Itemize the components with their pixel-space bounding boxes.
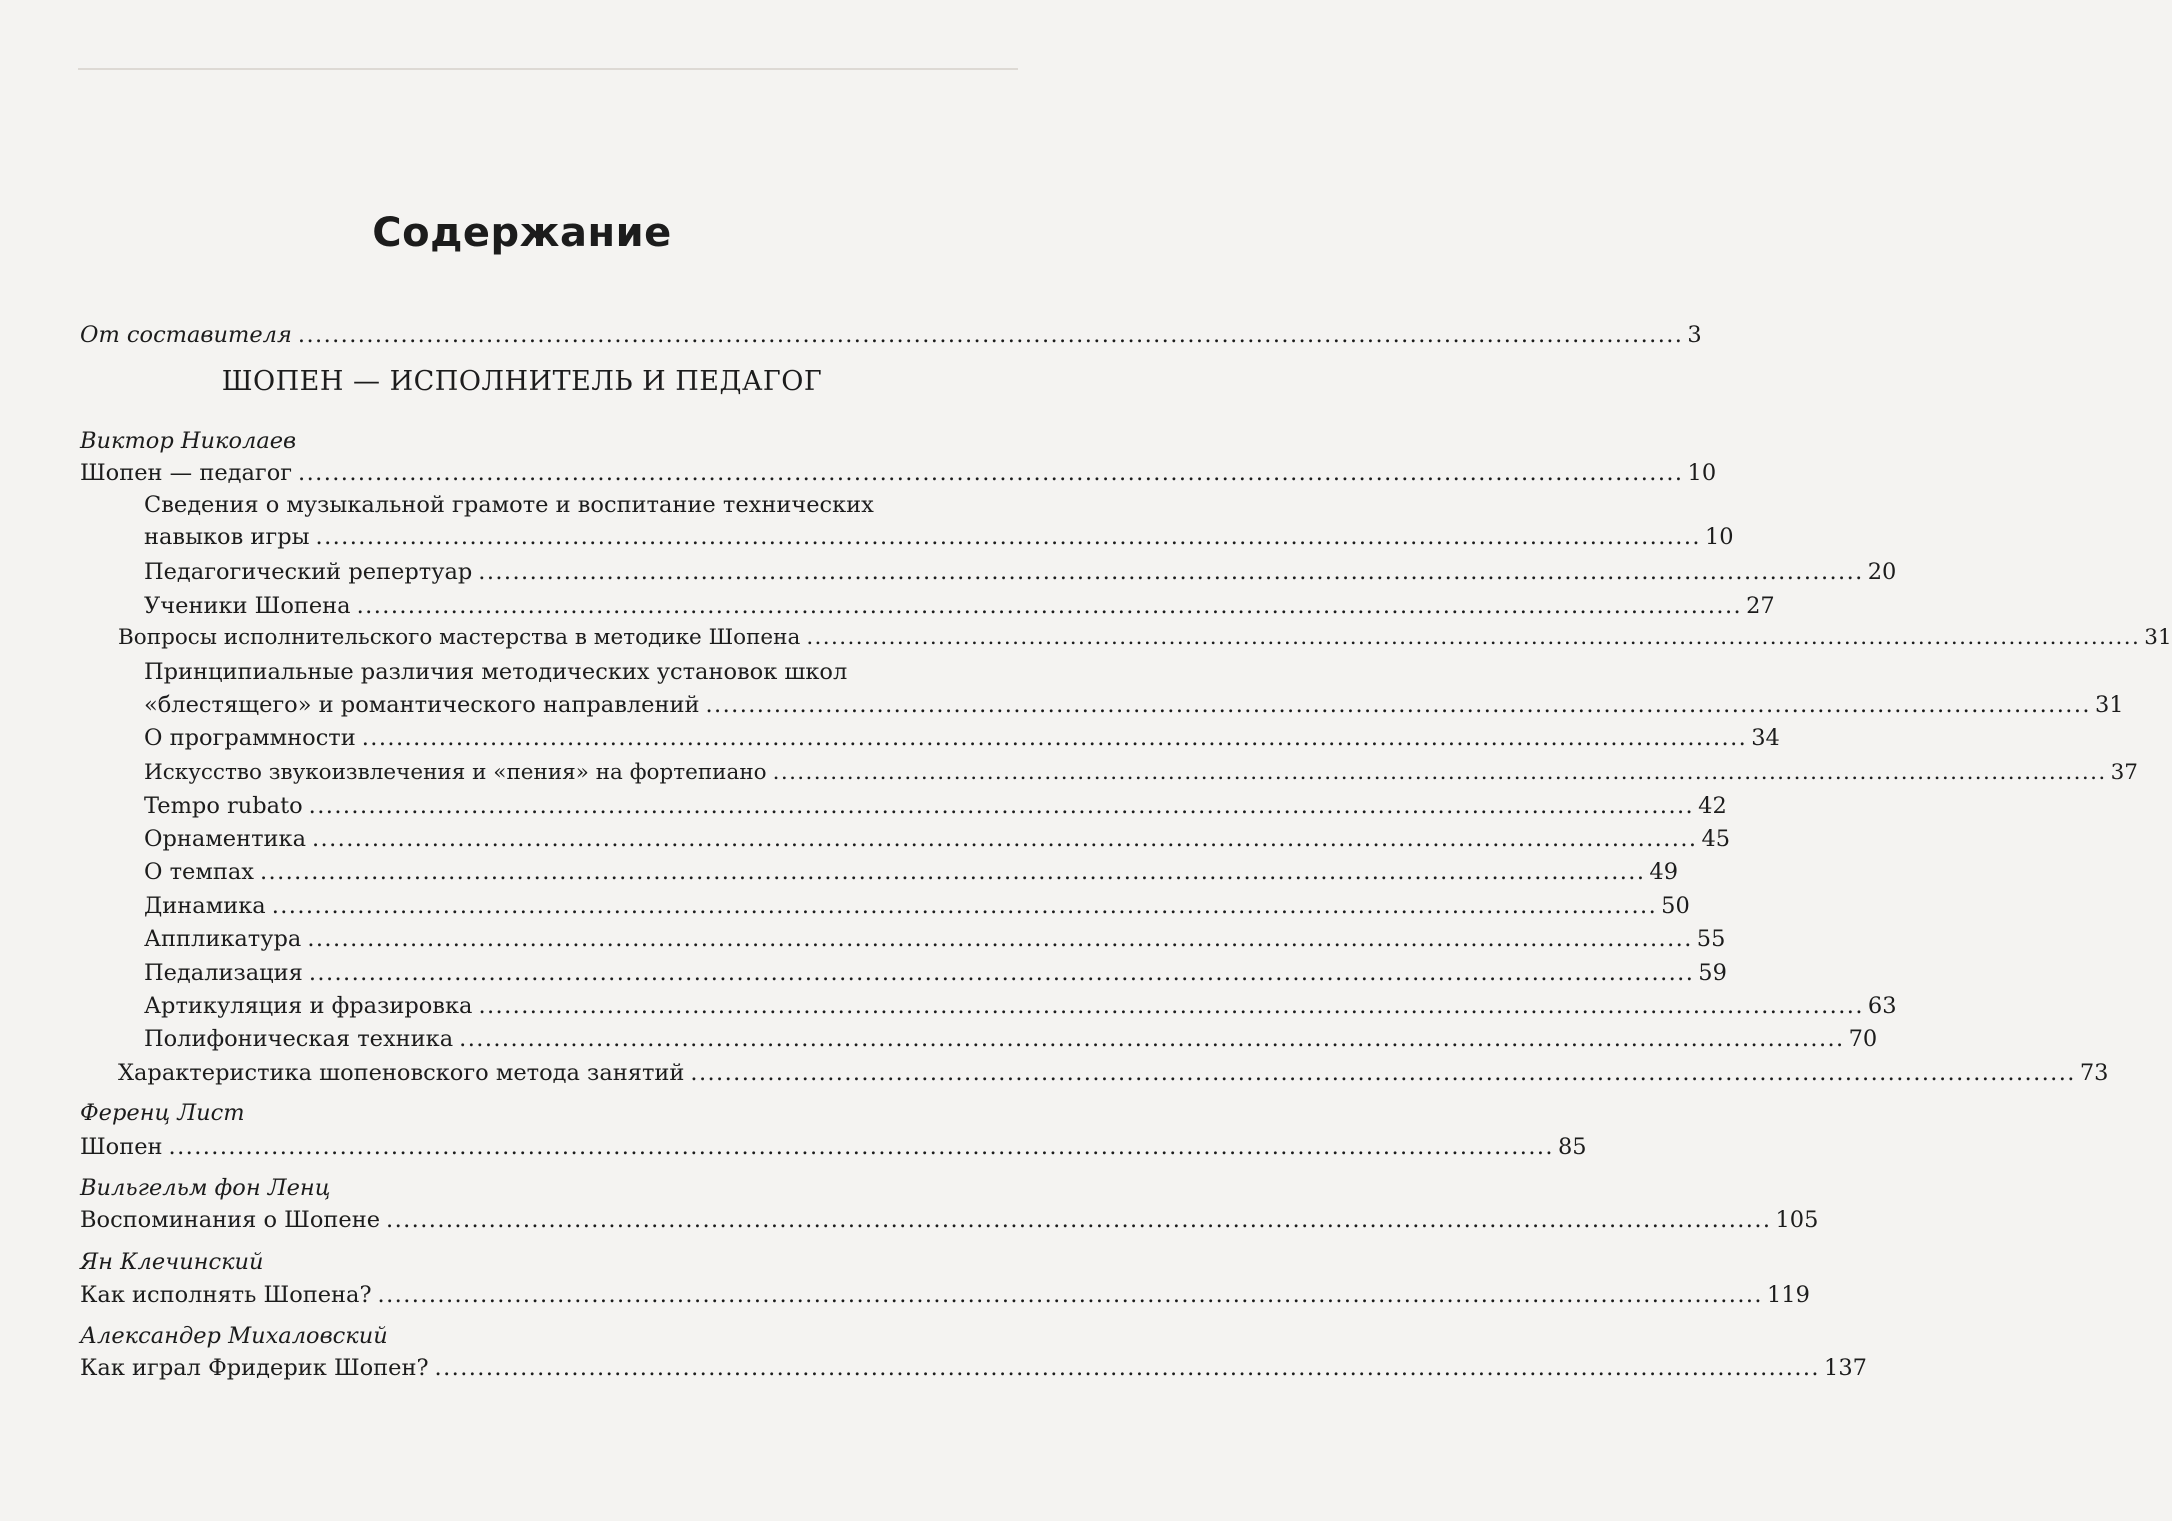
toc-entry-dinamika[interactable] [144, 889, 1690, 923]
toc-entry-polifonicheskaya[interactable] [144, 1022, 1878, 1056]
toc-entry-applikatura[interactable] [144, 922, 1726, 956]
toc-page-number: 27 [1746, 593, 1775, 619]
toc-entry-label: От составителя [80, 322, 292, 348]
author-michalowski: Александер Михаловский [80, 1323, 388, 1349]
dot-leader: .................................................................................................................................................................. [298, 460, 1684, 486]
toc-entry-label: Воспоминания о Шопене [80, 1207, 381, 1233]
dot-leader: .................................................................................................................................................................. [259, 859, 1646, 885]
toc-entry-label: «блестящего» и романтического направлений [144, 692, 700, 718]
toc-page-number: 34 [1751, 725, 1780, 751]
toc-page-number: 137 [1824, 1355, 1867, 1381]
toc-entry-ornamentika[interactable] [144, 822, 1731, 856]
toc-entry-label: Вопросы исполнительского мастерства в методике Шопена [118, 625, 801, 650]
toc-entry-tempy[interactable] [144, 855, 1679, 889]
dot-leader: .................................................................................................................................................................. [297, 322, 1684, 348]
toc-entry-rubato[interactable] [144, 789, 1727, 823]
toc-entry-vospominaniya[interactable] [80, 1203, 1819, 1237]
author-nikolaev: Виктор Николаев [80, 428, 297, 454]
dot-leader: .................................................................................................................................................................. [315, 524, 1701, 550]
dot-leader: .................................................................................................................................................................. [690, 1060, 2076, 1086]
toc-page-number: 20 [1867, 559, 1897, 585]
toc-page-number: 59 [1698, 960, 1727, 986]
toc-entry-label: Искусство звукоизвлечения и «пения» на фортепиано [144, 760, 767, 785]
toc-page-number: 37 [2110, 760, 2138, 785]
dot-leader: .................................................................................................................................................................. [307, 926, 1693, 952]
toc-page-number: 105 [1775, 1207, 1819, 1233]
dot-leader: .................................................................................................................................................................. [271, 893, 1658, 919]
toc-page-number: 50 [1661, 893, 1690, 919]
page-title: Содержание [372, 210, 672, 256]
toc-entry-label: Шопен [80, 1134, 163, 1160]
toc-entry-label: Педализация [144, 960, 303, 986]
toc-entry-label: Как играл Фридерик Шопен? [80, 1355, 429, 1381]
toc-page-number: 10 [1687, 460, 1717, 486]
toc-page-number: 3 [1687, 322, 1702, 348]
dot-leader: .................................................................................................................................................................. [705, 692, 2091, 718]
dot-leader: .................................................................................................................................................................. [478, 993, 1864, 1019]
toc-page-number: 31 [2094, 692, 2124, 718]
toc-entry-voprosy[interactable] [118, 621, 2172, 655]
toc-page-number: 49 [1649, 859, 1679, 885]
toc-entry-artikulyaciya[interactable] [144, 989, 1897, 1023]
toc-entry-label: Tempo rubato [144, 793, 303, 819]
toc-entry-label: Полифоническая техника [144, 1026, 454, 1052]
dot-leader: .................................................................................................................................................................. [168, 1134, 1554, 1160]
author-lenz: Вильгельм фон Ленц [80, 1175, 331, 1201]
toc-entry-svedeniya[interactable] [144, 520, 1734, 554]
toc-entry-programmnost[interactable] [144, 721, 1780, 755]
toc-entry-razlichiya[interactable] [144, 688, 2124, 722]
dot-leader: .................................................................................................................................................................. [361, 725, 1748, 751]
author-liszt: Ференц Лист [80, 1100, 245, 1126]
dot-leader: .................................................................................................................................................................. [308, 960, 1695, 986]
toc-page-number: 42 [1698, 793, 1727, 819]
toc-page-number: 73 [2079, 1060, 2109, 1086]
toc-page-number: 70 [1848, 1026, 1878, 1052]
toc-entry-label: Как исполнять Шопена? [80, 1282, 372, 1308]
toc-entry-label: Педагогический репертуар [144, 559, 473, 585]
toc-entry-kak-ispolnyat[interactable] [80, 1278, 1810, 1312]
toc-entry-svedeniya-line1: Сведения о музыкальной грамоте и воспитание технических [144, 492, 874, 518]
toc-entry-label: Ученики Шопена [144, 593, 351, 619]
toc-entry-label: Шопен — педагог [80, 460, 293, 486]
dot-leader: .................................................................................................................................................................. [308, 793, 1695, 819]
toc-entry-preface[interactable] [80, 318, 1702, 352]
toc-entry-label: Артикуляция и фразировка [144, 993, 473, 1019]
section-title: ШОПЕН — ИСПОЛНИТЕЛЬ И ПЕДАГОГ [221, 366, 823, 397]
toc-entry-pedagog[interactable] [80, 456, 1717, 490]
dot-leader: .................................................................................................................................................................. [772, 760, 2107, 785]
dot-leader: .................................................................................................................................................................. [386, 1207, 1772, 1233]
dot-leader: .................................................................................................................................................................. [478, 559, 1864, 585]
toc-entry-ucheniki[interactable] [144, 589, 1775, 623]
toc-entry-chopin[interactable] [80, 1130, 1587, 1164]
toc-entry-kak-igral[interactable] [80, 1351, 1867, 1385]
toc-page-number: 55 [1696, 926, 1726, 952]
toc-entry-pedalizaciya[interactable] [144, 956, 1727, 990]
toc-entry-label: Аппликатура [144, 926, 302, 952]
dot-leader: .................................................................................................................................................................. [377, 1282, 1763, 1308]
toc-entry-label: Орнаментика [144, 826, 306, 852]
toc-entry-repertuar[interactable] [144, 555, 1897, 589]
toc-page-number: 45 [1701, 826, 1731, 852]
toc-page-number: 85 [1557, 1134, 1587, 1160]
toc-entry-harakteristika[interactable] [118, 1056, 2109, 1090]
dot-leader: .................................................................................................................................................................. [806, 625, 2141, 650]
toc-entry-razlichiya-line1: Принципиальные различия методических установок школ [144, 659, 848, 685]
toc-entry-label: Динамика [144, 893, 266, 919]
show-through-rule [78, 68, 1018, 70]
dot-leader: .................................................................................................................................................................. [459, 1026, 1845, 1052]
dot-leader: .................................................................................................................................................................. [312, 826, 1698, 852]
dot-leader: .................................................................................................................................................................. [356, 593, 1743, 619]
toc-entry-label: навыков игры [144, 524, 310, 550]
toc-entry-label: О программности [144, 725, 356, 751]
dot-leader: .................................................................................................................................................................. [434, 1355, 1820, 1381]
toc-page-number: 31 [2144, 625, 2172, 650]
toc-page-number: 119 [1766, 1282, 1810, 1308]
toc-page-number: 63 [1867, 993, 1897, 1019]
toc-page-number: 10 [1704, 524, 1734, 550]
toc-entry-zvukoizvlechenie[interactable] [144, 756, 2138, 790]
toc-entry-label: О темпах [144, 859, 254, 885]
toc-entry-label: Характеристика шопеновского метода занятий [118, 1060, 685, 1086]
author-kleczynski: Ян Клечинский [80, 1249, 264, 1275]
